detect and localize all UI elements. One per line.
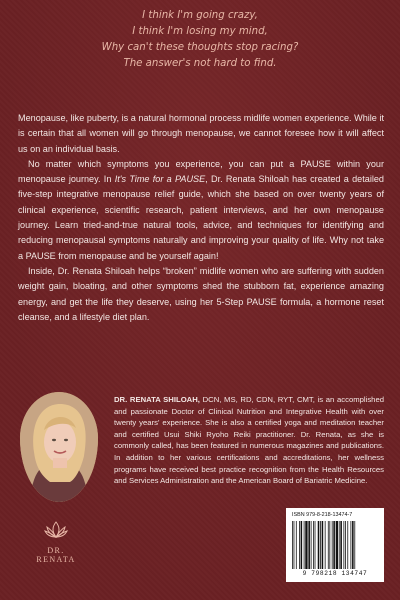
barcode-bar xyxy=(313,521,314,569)
isbn-barcode xyxy=(286,508,384,582)
barcode-bar xyxy=(339,521,340,569)
author-bio-text: DCN, MS, RD, CDN, RYT, CMT, is an accomplished and passionate Doctor of Clinical Nutrition and Integrative Health with over twenty years' experience. She is also a certified yoga and meditation teacher and certified Usui Shiki Ryoho Reiki practitioner. Dr. Renata, as she is commonly called, has been featured in numerous magazines and publications. In addition to her various certifications and accreditations, her wellness programs have received best practice recognition from the Health Resources and Services Administration and the American Board of Bariatric Medicine. xyxy=(114,395,384,486)
logo-text: DR. RENATA xyxy=(36,546,76,564)
barcode-bar xyxy=(318,521,320,569)
barcode-bar xyxy=(292,521,293,569)
paragraph-2-start: No matter which symptoms you experience, you can put a PAUSE within your menopause journey. In xyxy=(18,158,384,185)
quote-line: I think I'm going crazy, xyxy=(142,10,258,21)
publisher-logo xyxy=(26,520,86,564)
lotus-icon xyxy=(43,527,69,544)
quote-line: The answer's not hard to find. xyxy=(123,58,277,69)
barcode-bar xyxy=(320,521,321,569)
barcode-bar xyxy=(315,521,316,569)
paragraph-2 xyxy=(18,157,384,264)
barcode-bar xyxy=(351,521,352,569)
barcode-bar xyxy=(299,521,300,569)
barcode-bar xyxy=(325,521,326,569)
barcode-bar xyxy=(347,521,348,569)
barcode-bar xyxy=(294,521,295,569)
paragraph-3: Inside, Dr. Renata Shiloah helps “broken” midlife women who are suffering with sudden weight gain, bloating, and other symptoms shed the stubborn fat, experience amazing energy, and get the life they deserve, using her 5-Step PAUSE formula, a hormone reset cleanse, and a lifestyle diet plan. xyxy=(18,265,384,322)
barcode-bar xyxy=(354,521,355,569)
barcode-bar xyxy=(336,521,338,569)
barcode-bar xyxy=(345,521,346,569)
barcode-bar xyxy=(352,521,354,569)
paragraph-1: Menopause, like puberty, is a natural hormonal process midlife women experience. While it is certain that all women will go through menopause, we cannot foresee how it will affect us on an individual basis. xyxy=(18,113,384,154)
epigraph-quote xyxy=(0,8,400,72)
isbn-label: ISBN 979-8-218-13474-7 xyxy=(292,512,353,518)
barcode-bars xyxy=(292,521,378,569)
author-photo xyxy=(20,392,98,502)
quote-line: I think I'm losing my mind, xyxy=(132,26,268,37)
book-title: It's Time for a PAUSE xyxy=(114,174,206,185)
barcode-bar xyxy=(311,521,312,569)
author-bio xyxy=(114,394,384,487)
barcode-bar xyxy=(308,521,310,569)
author-name: DR. RENATA SHILOAH, xyxy=(114,395,200,404)
barcode-bar xyxy=(305,521,307,569)
barcode-bar xyxy=(304,521,305,569)
barcode-bar xyxy=(329,521,330,569)
barcode-bar xyxy=(333,521,335,569)
barcode-bar xyxy=(301,521,303,569)
description-text xyxy=(18,111,384,325)
barcode-bar xyxy=(332,521,333,569)
barcode-bar xyxy=(328,521,329,569)
barcode-bar xyxy=(296,521,297,569)
barcode-bar xyxy=(343,521,344,569)
barcode-bar xyxy=(322,521,324,569)
barcode-number: 9 798218 134747 xyxy=(302,570,368,577)
paragraph-2-end: , Dr. Renata Shiloah has created a detailed five-step integrative menopause relief guide, which she based on over twenty years of clinical experience, scientific research, patient interviews, and her own menopause journey. Learn tried-and-true natural tools, advice, and techniques for identifying and reducing menopausal symptoms naturally and improving your quality of life. Why not take a PAUSE from menopause and be yourself again! xyxy=(18,174,384,261)
barcode-bar xyxy=(340,521,342,569)
quote-line: Why can't these thoughts stop racing? xyxy=(101,42,299,53)
